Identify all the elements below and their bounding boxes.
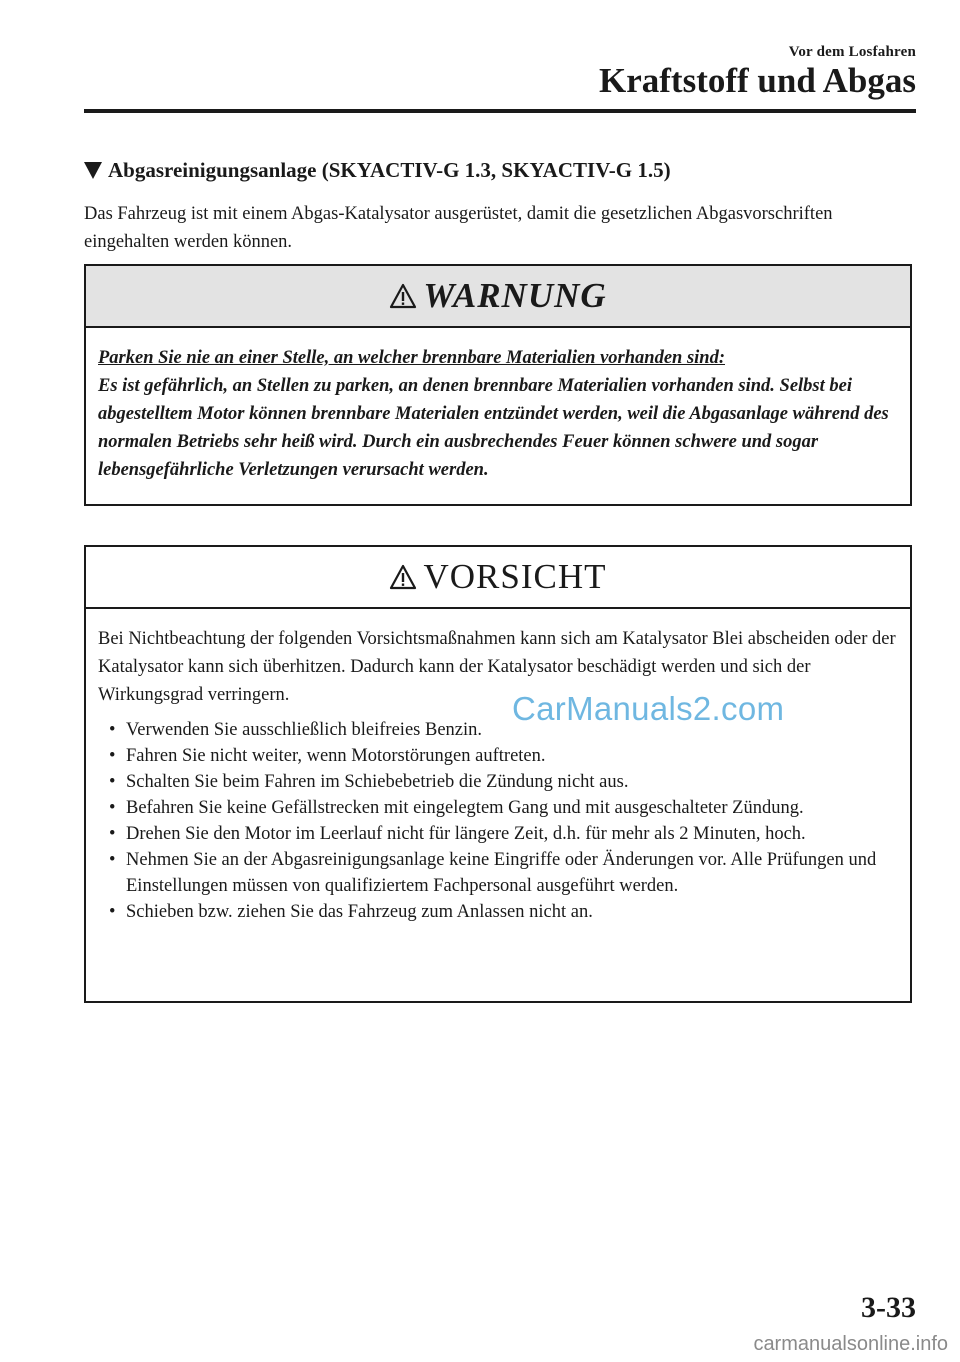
warning-body <box>86 328 910 484</box>
list-item: • Schalten Sie beim Fahren im Schiebebetrieb die Zündung nicht aus. <box>98 769 898 795</box>
header-divider <box>84 109 916 113</box>
page-header <box>599 44 916 99</box>
section-triangle-icon <box>84 162 102 179</box>
warning-lead: Parken Sie nie an einer Stelle, an welcher brennbare Materialien vorhanden sind: <box>98 348 725 368</box>
footer-site-link[interactable]: carmanualsonline.info <box>753 1333 948 1355</box>
section-title-text: Abgasreinigungsanlage (SKYACTIV-G 1.3, SKYACTIV-G 1.5) <box>108 158 671 182</box>
caution-box <box>84 545 912 1003</box>
page-title: Kraftstoff und Abgas <box>599 61 916 100</box>
caution-intro: Bei Nichtbeachtung der folgenden Vorsichtsmaßnahmen kann sich am Katalysator Blei abscheiden oder der Katalysator kann sich überhitzen. Dadurch kann der Katalysator beschädigt werden und sich der Wirkungsgrad verringern. <box>98 629 896 705</box>
warning-box <box>84 264 912 506</box>
chapter-title: Vor dem Losfahren <box>788 44 916 60</box>
caution-header <box>86 547 910 609</box>
warning-heading: WARNUNG <box>423 276 607 315</box>
bullet: • <box>109 746 116 766</box>
caution-body <box>86 609 910 925</box>
list-item: • Drehen Sie den Motor im Leerlauf nicht für längere Zeit, d.h. für mehr als 2 Minuten, hoch. <box>98 821 898 847</box>
caution-triangle-icon <box>389 564 417 590</box>
caution-list <box>98 717 898 925</box>
warning-triangle-icon <box>389 283 417 309</box>
section-heading <box>84 158 671 183</box>
list-item: • Befahren Sie keine Gefällstrecken mit eingelegtem Gang und mit ausgeschalteter Zündung. <box>98 795 898 821</box>
warning-header <box>86 266 910 328</box>
bullet: • <box>109 850 116 870</box>
warning-text: Es ist gefährlich, an Stellen zu parken, an denen brennbare Materialien vorhanden sind. Selbst bei abgestelltem Motor können brennbare Materialen entzündet werden, weil die Abgasanlage während des normalen Betriebs sehr heiß wird. Durch ein ausbrechendes Feuer können schwere und sogar lebensgefährliche Verletzungen verursacht werden. <box>98 376 889 480</box>
caution-heading: VORSICHT <box>423 557 607 596</box>
watermark-logo: CarManuals2.com <box>512 690 785 727</box>
bullet: • <box>109 902 116 922</box>
page-number: 3-33 <box>861 1291 916 1324</box>
section-intro: Das Fahrzeug ist mit einem Abgas-Katalysator ausgerüstet, damit die gesetzlichen Abgasvorschriften eingehalten werden können. <box>84 204 833 252</box>
list-item: • Verwenden Sie ausschließlich bleifreies Benzin. <box>98 717 898 743</box>
list-item: • Schieben bzw. ziehen Sie das Fahrzeug zum Anlassen nicht an. <box>98 899 898 925</box>
bullet: • <box>109 720 116 740</box>
bullet: • <box>109 824 116 844</box>
list-item: • Nehmen Sie an der Abgasreinigungsanlage keine Eingriffe oder Änderungen vor. Alle Prüfungen und Einstellungen müssen von qualifiziertem Fachpersonal ausgeführt werden. <box>98 847 898 899</box>
list-item: • Fahren Sie nicht weiter, wenn Motorstörungen auftreten. <box>98 743 898 769</box>
bullet: • <box>109 798 116 818</box>
bullet: • <box>109 772 116 792</box>
